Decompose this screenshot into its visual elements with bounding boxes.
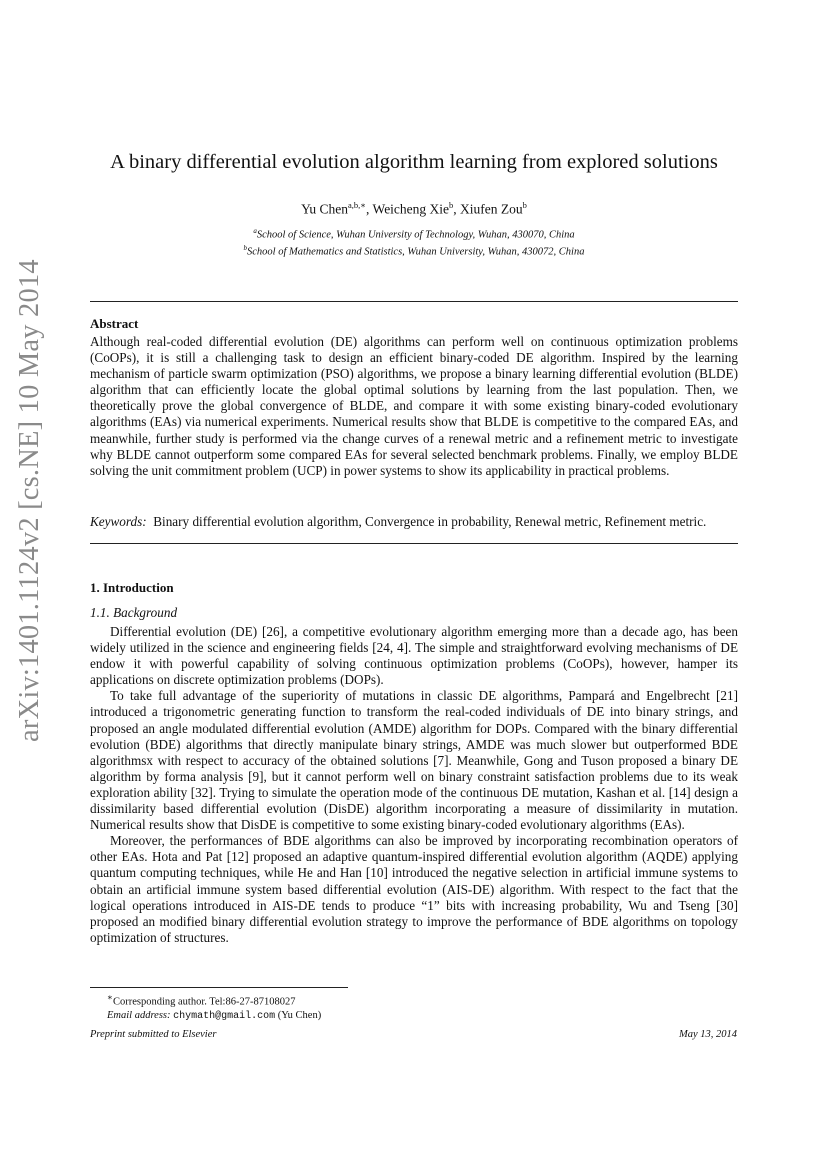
affiliation-text: School of Science, Wuhan University of Technology, Wuhan, 430070, China bbox=[256, 229, 575, 241]
affiliation-line bbox=[90, 242, 738, 259]
body-paragraph: To take full advantage of the superiority of mutations in classic DE algorithms, Pampará and Engelbrecht [21] introduced a trigonometric generating function to transform the real-coded individuals of DE into binary strings, and proposed an angle modulated differential evolution (AMDE) algorithm for DOPs. Compared with the binary differential evolution (BDE) algorithms that directly manipulate binary strings, AMDE was much slower but outperformed BDE algorithmsx with respect to accuracy of the obtained solutions [7]. Meanwhile, Gong and Tuson proposed a binary DE algorithm by forma analysis [9], but it cannot perform well on binary constraint satisfaction problems due to its weak exploration ability [32]. Trying to simulate the operation mode of the continuous DE mutation, Kashan et al. [14] design a dissimilarity based differential evolution (DisDE) algorithm incorporating a measure of dissimilarity in mutation. Numerical results show that DisDE is competitive to some existing binary-coded evolutionary algorithms (EAs). bbox=[90, 688, 738, 833]
footnote-rule bbox=[90, 987, 348, 988]
arxiv-stamp: arXiv:1401.1124v2 [cs.NE] 10 May 2014 bbox=[14, 259, 45, 742]
abstract-heading: Abstract bbox=[90, 316, 139, 331]
affiliation-mark: b bbox=[243, 244, 248, 252]
paper-title: A binary differential evolution algorithm learning from explored solutions bbox=[110, 151, 718, 173]
affiliation-text: School of Mathematics and Statistics, Wuhan University, Wuhan, 430072, China bbox=[247, 246, 585, 258]
abstract-bottom-rule bbox=[90, 543, 738, 544]
footnote-corresponding-text: Corresponding author. Tel:86-27-87108027 bbox=[112, 996, 296, 1008]
author-marks: b bbox=[449, 200, 454, 210]
body-paragraph: Differential evolution (DE) [26], a competitive evolutionary algorithm emerging more than a decade ago, has been widely utilized in the science and engineering fields [24, 4]. The simple and straightforward evolving mechanisms of DE endow it with powerful capability of solving continuous optimization problems (CoOPs), however, hamper its applications on discrete optimization problems (DOPs). bbox=[90, 624, 738, 688]
abstract-text: Although real-coded differential evolution (DE) algorithms can perform well on continuous optimization problems (CoOPs), it is still a challenging task to design an efficient binary-coded DE algorithm. Inspired by the learning mechanism of particle swarm optimization (PSO) algorithms, we propose a binary learning differential evolution (BLDE) algorithm that can efficiently locate the global optimal solutions by learning from the last population. Then, we theoretically prove the global convergence of BLDE, and compare it with some existing binary-coded evolutionary algorithms (EAs) via numerical experiments. Numerical results show that BLDE is competitive to the compared EAs, and meanwhile, further study is performed via the change curves of a renewal metric and a refinement metric to investigate why BLDE cannot outperform some compared EAs for several selected benchmark problems. Finally, we employ BLDE solving the unit commitment problem (UCP) in power systems to show its applicability in practical problems. bbox=[90, 334, 738, 478]
author-name: Xiufen Zou bbox=[460, 201, 523, 217]
email-link[interactable]: chymath@gmail.com bbox=[173, 1011, 276, 1022]
footnote-email-label: Email address: bbox=[107, 1010, 171, 1021]
affiliation-line bbox=[90, 225, 738, 242]
footer-date: May 13, 2014 bbox=[678, 1029, 737, 1040]
footnote-mark: ∗ bbox=[107, 992, 113, 1002]
author-marks: b bbox=[522, 200, 527, 210]
keywords-text: Binary differential evolution algorithm, Convergence in probability, Renewal metric, Refinement metric. bbox=[153, 514, 707, 529]
footnote-email-owner: (Yu Chen) bbox=[277, 1010, 322, 1021]
footnote-corresponding bbox=[107, 991, 321, 1009]
section-heading: 1. Introduction bbox=[90, 580, 174, 595]
footnote bbox=[90, 991, 321, 1024]
author-separator: , bbox=[453, 201, 461, 217]
keywords-label: Keywords: bbox=[90, 514, 147, 529]
author-name: Yu Chen bbox=[301, 201, 348, 217]
introduction-body bbox=[90, 624, 738, 946]
footer-preprint: Preprint submitted to Elsevier bbox=[90, 1029, 217, 1040]
author-list bbox=[90, 197, 738, 218]
abstract-top-rule bbox=[90, 301, 738, 302]
author-separator: , bbox=[366, 201, 373, 217]
affiliations bbox=[90, 225, 738, 259]
keywords bbox=[90, 514, 738, 530]
author-marks: a,b,∗ bbox=[347, 200, 367, 210]
footnote-email bbox=[107, 1009, 321, 1024]
body-paragraph: Moreover, the performances of BDE algorithms can also be improved by incorporating recombination operators of other EAs. Hota and Pat [12] proposed an adaptive quantum-inspired differential evolution algorithm (AQDE) applying quantum computing techniques, while He and Han [10] introduced the negative selection in artificial immune systems to obtain an artificial immune system based differential evolution (AIS-DE) algorithm. With respect to the fact that the logical operations introduced in AIS-DE tends to produce “1” bits with increasing probability, Wu and Tseng [30] proposed an modified binary differential evolution strategy to improve the performance of BDE algorithms on topology optimization of structures. bbox=[90, 833, 738, 945]
subsection-heading: 1.1. Background bbox=[90, 605, 178, 620]
affiliation-mark: a bbox=[253, 227, 257, 235]
author-name: Weicheng Xie bbox=[372, 201, 450, 217]
